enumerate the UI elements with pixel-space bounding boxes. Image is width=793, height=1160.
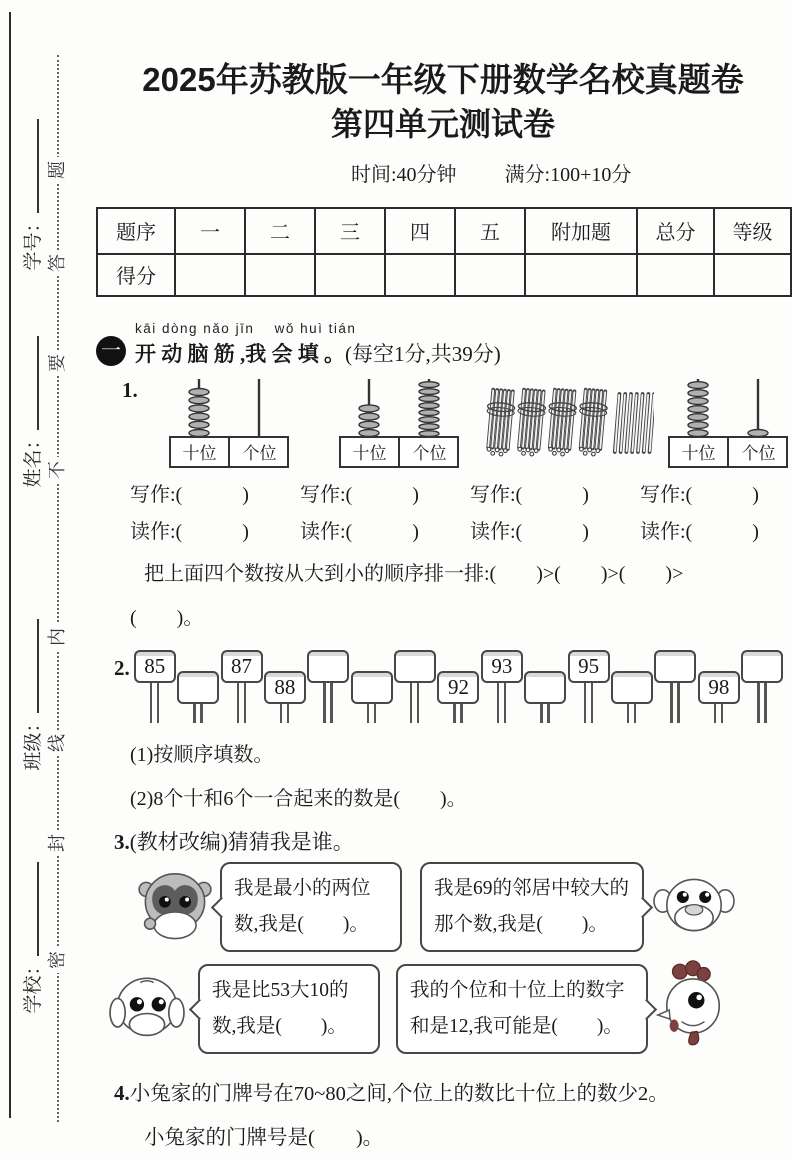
number-sign [436,650,479,726]
number-sign [480,650,523,726]
number-sign-plate: 88 [264,671,306,704]
score-cell [315,254,385,296]
read-as-row [130,515,790,544]
write-as-blank: 写作:( ) [640,483,759,506]
score-cell [714,254,791,296]
school-label: 学校： [23,956,44,1014]
question-3-heading [114,826,790,856]
section-1-badge: 一 [96,336,126,366]
question-4 [114,1071,790,1160]
question-4-number: 4. [114,1081,130,1106]
seal-char: 要 [44,350,70,376]
number-sign [306,650,349,726]
score-header-cell: 总分 [637,208,714,254]
class-field [18,607,44,783]
score-header-cell: 题序 [97,208,175,254]
calf-icon [650,865,738,950]
number-sign [740,650,783,726]
number-sign [697,650,740,726]
number-sign-plate [351,671,393,704]
number-sign [350,650,393,726]
question-4-line2: 小兔家的门牌号是( )。 [144,1127,384,1150]
question-3-title: (教材改编)猜猜我是谁。 [129,829,354,854]
seal-char: 题 [44,157,70,183]
q3-row-2 [96,960,790,1057]
seal-char: 内 [44,624,70,650]
school-field [18,850,44,1026]
score-cell [175,254,245,296]
number-sign [176,650,219,726]
read-as-blank: 读作:( ) [470,520,589,543]
section-1-header [96,317,790,368]
full-score: 满分:100+10分 [504,163,632,186]
monkey-icon [136,865,214,950]
number-sign-plate [177,671,219,704]
time-limit: 时间:40分钟 [351,163,457,186]
score-header-cell: 等级 [714,208,791,254]
seal-char: 封 [44,830,70,856]
number-sign-plate [524,671,566,704]
question-1-figures [144,376,793,470]
abacus-figure [144,376,314,470]
abacus-figure [314,376,484,470]
exam-paper [96,0,790,1160]
name-field [18,324,44,500]
number-sign-plate [611,671,653,704]
page-subtitle: 第四单元测试卷 [330,105,555,142]
question-1 [96,376,790,470]
write-as-blank: 写作:( ) [130,483,249,506]
svg-text:个位: 个位 [741,443,776,463]
write-as-blank: 写作:( ) [470,483,589,506]
student-id-field [18,107,44,283]
seal-char: 不 [44,457,70,483]
q2-signs [133,650,784,726]
number-sign-plate [394,650,436,683]
speech-bubble: 我的个位和十位上的数字和是12,我可能是( )。 [396,964,648,1054]
number-sign [523,650,566,726]
exam-info [351,158,790,187]
question-1-number: 1. [122,377,138,402]
q2-subtask-2: (2)8个十和6个一合起来的数是( )。 [130,787,467,810]
abacus-figure [654,376,793,470]
score-header-cell: 附加题 [525,208,637,254]
svg-text:十位: 十位 [681,443,716,463]
order-task-line1: 把上面四个数按从大到小的顺序排一排:( )>( )>( )> [144,562,684,585]
school-blank [23,863,39,957]
read-as-blank: 读作:( ) [300,520,419,543]
score-header-cell: 一 [175,208,245,254]
student-id-label: 学号： [23,213,44,271]
question-4-line1: 小兔家的门牌号在70~80之间,个位上的数比十位上的数少2。 [129,1083,669,1106]
number-sign-plate [307,650,349,683]
seal-char: 线 [44,730,70,756]
score-cell [525,254,637,296]
number-sign [133,650,176,726]
number-sign-plate [654,650,696,683]
seal-char: 答 [44,250,70,276]
score-cell [385,254,455,296]
number-sign-plate [741,650,783,683]
number-sign-plate: 85 [134,650,176,683]
class-label: 班级： [23,713,44,771]
read-as-blank: 读作:( ) [640,520,759,543]
score-table [96,207,792,297]
question-2-number: 2. [114,655,130,680]
q3-row-1 [96,862,790,952]
seal-char: 密 [44,947,70,973]
number-sign [567,650,610,726]
q2-subtask-1: (1)按顺序填数。 [130,743,274,766]
order-task-line2: ( )。 [130,606,204,629]
score-cell [455,254,525,296]
svg-text:十位: 十位 [182,443,217,463]
score-header-cell: 五 [455,208,525,254]
name-label: 姓名： [23,430,44,488]
name-blank [23,337,39,431]
score-row-label: 得分 [97,254,175,296]
write-as-blank: 写作:( ) [300,483,419,506]
score-cell [245,254,315,296]
svg-text:个位: 个位 [412,443,447,463]
page-title: 2025年苏教版一年级下册数学名校真题卷 [142,61,744,98]
number-sign-plate: 93 [481,650,523,683]
score-header-cell: 二 [245,208,315,254]
student-id-blank [23,120,39,214]
section-1-points-note: (每空1分,共39分) [345,341,501,366]
svg-text:个位: 个位 [242,443,277,463]
number-sign-plate: 87 [221,650,263,683]
number-sign [653,650,696,726]
score-header-cell: 三 [315,208,385,254]
number-sign-plate: 95 [568,650,610,683]
sticks-figure [484,376,654,470]
svg-text:十位: 十位 [352,443,387,463]
read-as-blank: 读作:( ) [130,520,249,543]
puppy-icon [102,964,192,1053]
number-sign-plate: 92 [437,671,479,704]
rooster-icon [652,960,734,1057]
section-1-title: 开 动 脑 筋 ,我 会 填 。 [135,341,345,366]
speech-bubble: 我是比53大10的数,我是( )。 [198,964,380,1054]
question-2 [96,650,790,726]
speech-bubble: 我是69的邻居中较大的那个数,我是( )。 [420,862,644,952]
score-cell [637,254,714,296]
speech-bubble: 我是最小的两位数,我是( )。 [220,862,402,952]
score-header-cell: 四 [385,208,455,254]
question-3-number: 3. [114,829,130,854]
number-sign [263,650,306,726]
number-sign [610,650,653,726]
write-as-row [130,478,790,507]
number-sign [393,650,436,726]
number-sign [220,650,263,726]
section-1-pinyin: kāi dòng nǎo jīn wǒ huì tián [135,320,357,336]
class-blank [23,620,39,714]
number-sign-plate: 98 [698,671,740,704]
page-edge-rule [9,12,11,1118]
